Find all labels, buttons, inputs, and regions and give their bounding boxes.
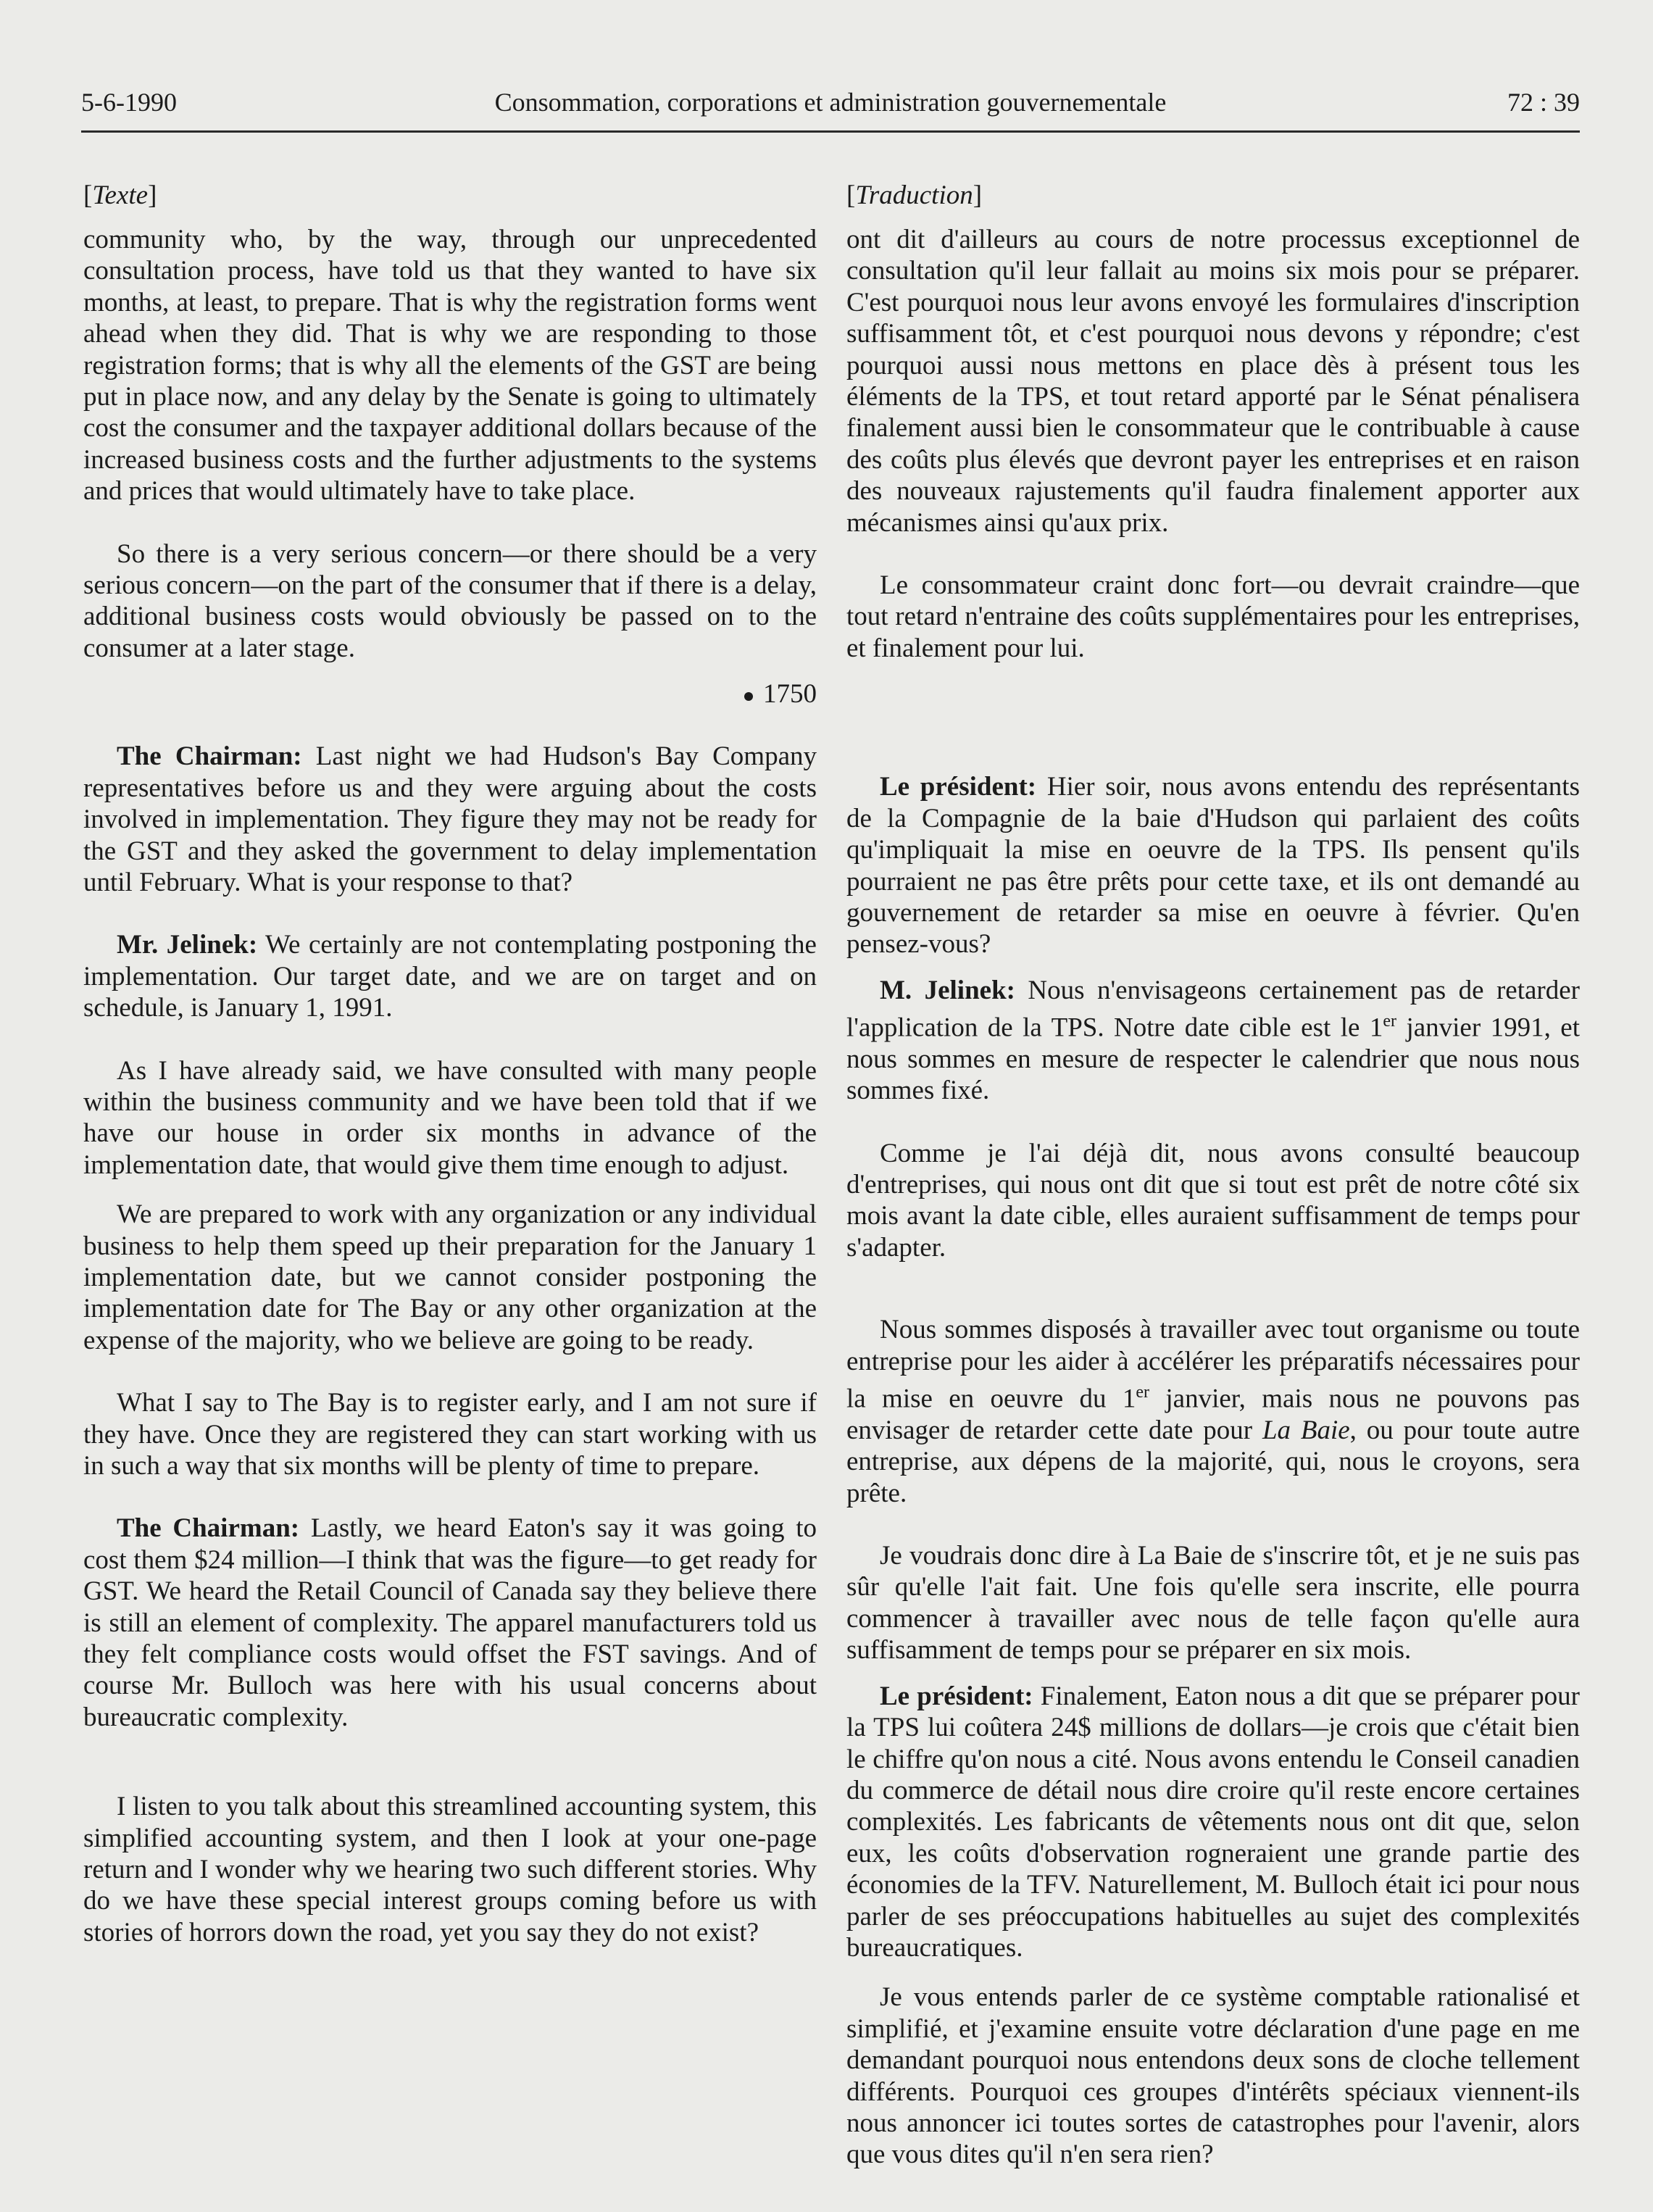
paragraph: M. Jelinek: Nous n'envisageons certainement pas de retarder l'application de la TPS. Notre date cible est le 1er janvier 1991, et nous sommes en mesure de respecter le calendrier que nous nous sommes fixé. <box>846 975 1580 1106</box>
paragraph: What I say to The Bay is to register early, and I am not sure if they have. Once they are registered they can start working with us in such a way that six months will be plenty of time to prepare. <box>83 1388 817 1481</box>
paragraph: The Chairman: Lastly, we heard Eaton's say it was going to cost them $24 million—I think that was the figure—to get ready for GST. We heard the Retail Council of Canada say they believe there is still an element of complexity. The apparel manufacturers told us they felt compliance costs would offset the FST savings. And of course Mr. Bulloch was here with his usual concerns about bureaucratic complexity. <box>83 1513 817 1732</box>
paragraph: I listen to you talk about this streamlined accounting system, this simplified accounting system, and then I look at your one-page return and I wonder why we hearing two such different stories. Why do we have these special interest groups coming before us with stories of horrors down the road, yet you say they do not exist? <box>83 1792 817 1947</box>
paragraph: Je voudrais donc dire à La Baie de s'inscrire tôt, et je ne suis pas sûr qu'elle l'ait fait. Une fois qu'elle sera inscrite, elle pourra commencer à travailler avec nous de telle façon qu'elle aura suffisamment de temps pour se préparer en six mois. <box>846 1541 1580 1666</box>
paragraph: Le consommateur craint donc fort—ou devrait craindre—que tout retard n'entraine des coûts supplémentaires pour les entreprises, et finalement pour lui. <box>846 570 1580 663</box>
header-title: Consommation, corporations et administration gouvernementale <box>494 88 1167 117</box>
paragraph: Le président: Hier soir, nous avons entendu des représentants de la Compagnie de la baie d'Hudson qui parlaient des coûts qu'impliquait la mise en oeuvre de la TPS. Ils pensent qu'ils pourraient ne pas être prêts pour cette taxe, et ils ont demandé au gouvernement de retarder sa mise en oeuvre à février. Qu'en pensez-vous? <box>846 772 1580 960</box>
paragraph: So there is a very serious concern—or there should be a very serious concern—on the part of the consumer that if there is a delay, additional business costs would obviously be passed on to the consumer at a later stage. <box>83 539 817 663</box>
language-label-texte: [Texte] <box>83 180 157 210</box>
time-marker: 1750 <box>83 678 817 710</box>
page-header <box>81 86 1580 133</box>
paragraph: We are prepared to work with any organization or any individual business to help them speed up their preparation for the January 1 implementation date, but we cannot consider postponing the implementation date for The Bay or any other organization at the expense of the majority, who we believe are going to be ready. <box>83 1199 817 1355</box>
paragraph: Je vous entends parler de ce système comptable rationalisé et simplifié, et j'examine ensuite votre déclaration d'une page en me demandant pourquoi nous entendons deux sons de cloche tellement différents. Pourquoi ces groupes d'intérêts spéciaux viennent-ils nous annoncer ici toutes sortes de catastrophes pour l'avenir, alors que vous dites qu'il n'en sera rien? <box>846 1982 1580 2170</box>
paragraph: community who, by the way, through our unprecedented consultation process, have told us that they wanted to have six months, at least, to prepare. That is why the registration forms went ahead when they did. That is why we are responding to those registration forms; that is why all the elements of the GST are being put in place now, and any delay by the Senate is going to ultimately cost the consumer and the taxpayer additional dollars because of the increased business costs and the further adjustments to the systems and prices that would ultimately have to take place. <box>83 225 817 507</box>
speaker-name: The Chairman: <box>117 1513 300 1544</box>
speaker-name: Mr. Jelinek: <box>117 930 258 960</box>
english-column <box>83 168 817 1948</box>
paragraph: Le président: Finalement, Eaton nous a dit que se préparer pour la TPS lui coûtera 24$ millions de dollars—je crois que c'était bien le chiffre qu'on nous a cité. Nous avons entendu le Conseil canadien du commerce de détail nous dire croire qu'il reste encore certaines complexités. Les fabricants de vêtements nous ont dit que, selon eux, les coûts d'observation rogneraient une grande partie des économies de la TFV. Naturellement, M. Bulloch était ici pour nous parler de ses préoccupations habituelles au sujet des complexités bureaucratiques. <box>846 1681 1580 1963</box>
paragraph: Nous sommes disposés à travailler avec tout organisme ou toute entreprise pour les aider à accélérer les préparatifs nécessaires pour la mise en oeuvre du 1er janvier, mais nous ne pouvons pas envisager de retarder cette date pour La Baie, ou pour toute autre entreprise, aux dépens de la majorité, qui, nous le croyons, sera prête. <box>846 1315 1581 1508</box>
speaker-name: Le président: <box>880 772 1037 802</box>
speaker-name: M. Jelinek: <box>880 975 1015 1005</box>
speaker-name: The Chairman: <box>117 741 302 772</box>
bullet-icon <box>744 692 753 701</box>
paragraph: ont dit d'ailleurs au cours de notre processus exceptionnel de consultation qu'il leur fallait au moins six mois pour se préparer. C'est pourquoi nous leur avons envoyé les formulaires d'inscription suffisamment tôt, et c'est pourquoi nous devons y répondre; c'est pourquoi aussi nous mettons en place dès à présent tous les éléments de la TPS, et tout retard apporté par le Sénat pénalisera finalement aussi bien le consommateur que le contribuable à cause des coûts plus élevés que devront payer les entreprises et en raison des nouveaux rajustements qu'il faudra finalement apporter aux mécanismes ainsi qu'aux prix. <box>846 225 1580 538</box>
paragraph: As I have already said, we have consulted with many people within the business community and we have been told that if we have our house in order six months in advance of the implementation date, that would give them time enough to adjust. <box>83 1055 817 1180</box>
language-label-traduction: [Traduction] <box>846 180 983 210</box>
paragraph: The Chairman: Last night we had Hudson's Bay Company representatives before us and they were arguing about the costs involved in implementation. They figure they may not be ready for the GST and they asked the government to delay implementation until February. What is your response to that? <box>83 741 817 897</box>
header-page-number: 72 : 39 <box>1507 88 1580 117</box>
french-column <box>846 168 1580 2171</box>
paragraph: Mr. Jelinek: We certainly are not contemplating postponing the implementation. Our target date, and we are on target and on schedule, is January 1, 1991. <box>83 930 817 1023</box>
speaker-name: Le président: <box>880 1681 1033 1711</box>
header-date: 5-6-1990 <box>81 88 177 117</box>
paragraph: Comme je l'ai déjà dit, nous avons consulté beaucoup d'entreprises, qui nous ont dit que si tout est prêt de notre côté six mois avant la date cible, elles auraient suffisamment de temps pour s'adapter. <box>846 1138 1580 1263</box>
